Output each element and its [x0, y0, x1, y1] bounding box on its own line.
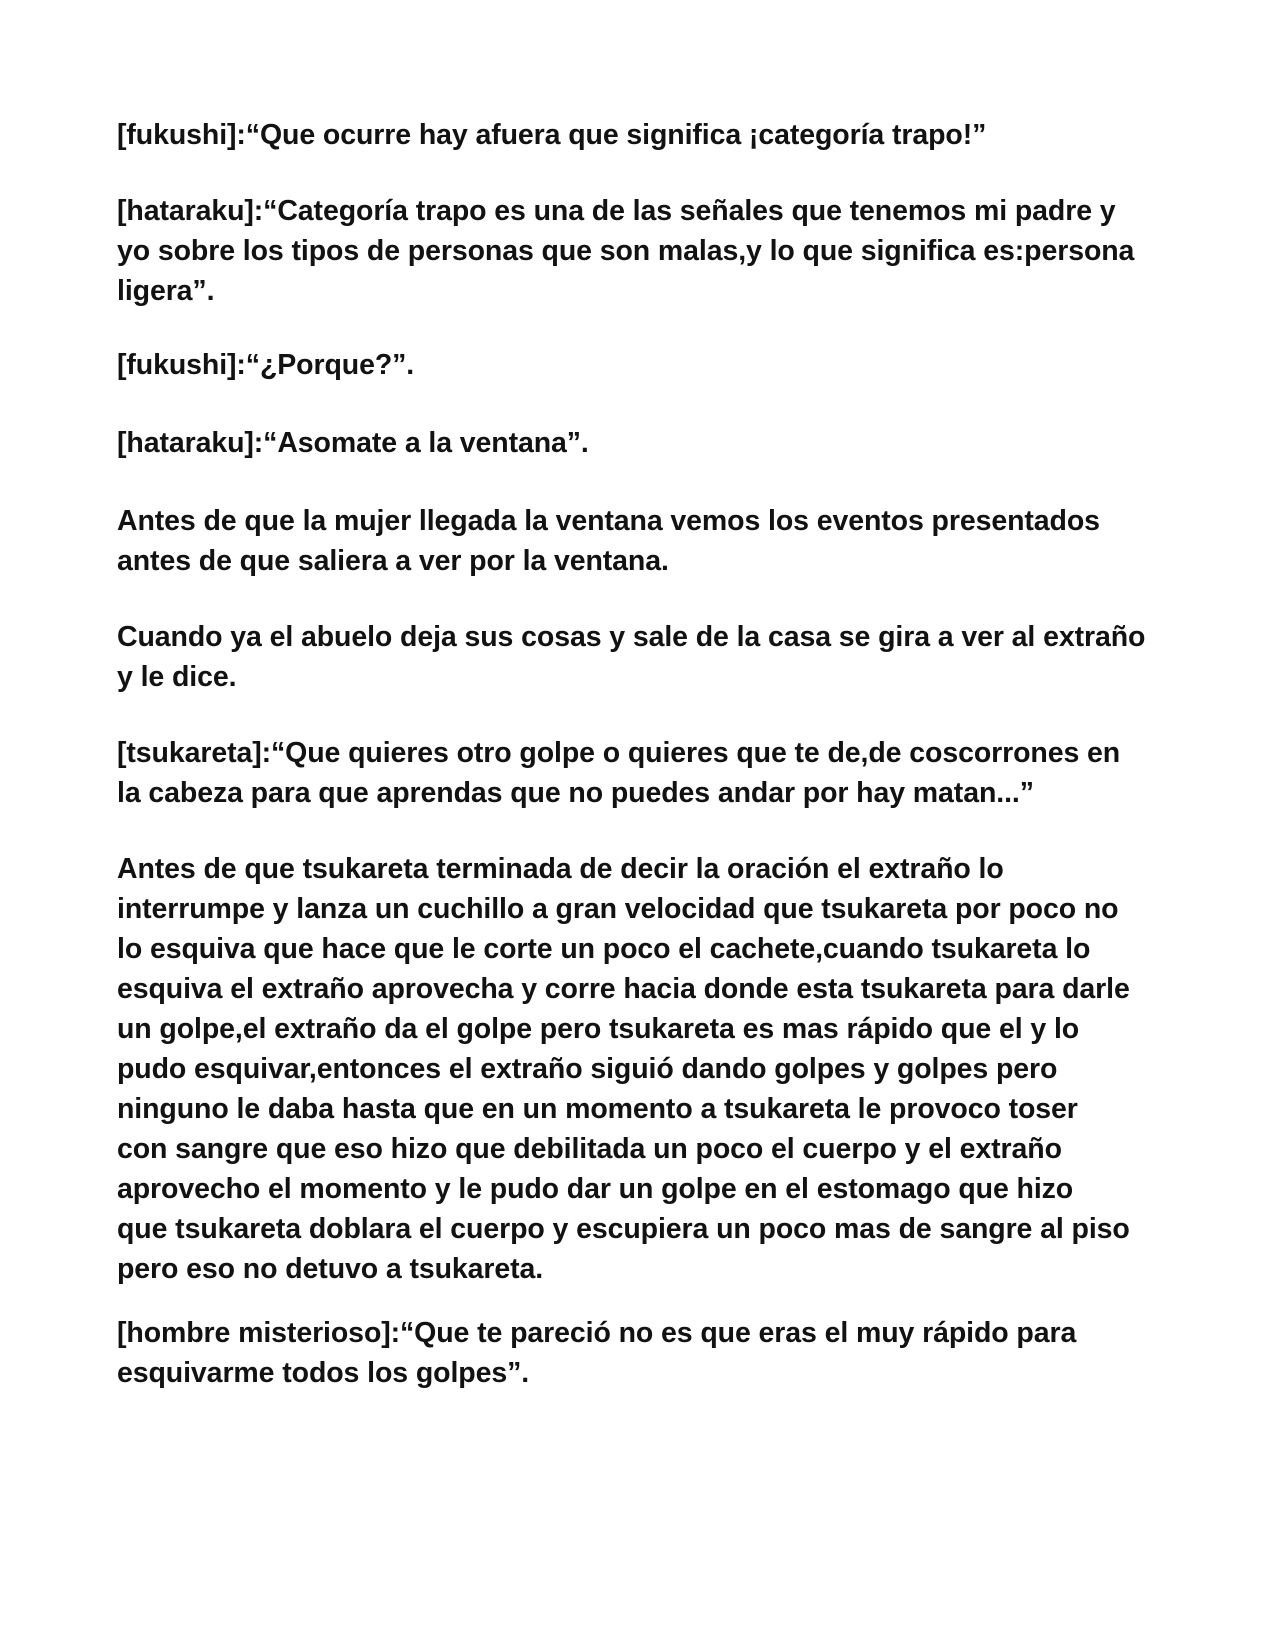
- text-line: pudo esquivar,entonces el extraño siguió dando golpes y golpes pero: [117, 1053, 1058, 1085]
- narration-paragraph-1: [117, 501, 1177, 581]
- narration-paragraph-2: [117, 617, 1177, 697]
- text-line: ligera”.: [117, 275, 215, 307]
- dialogue-hataraku-1: [117, 191, 1177, 311]
- text-line: lo esquiva que hace que le corte un poco el cachete,cuando tsukareta lo: [117, 933, 1091, 965]
- text-line: la cabeza para que aprendas que no puedes andar por hay matan...”: [117, 777, 1034, 809]
- dialogue-fukushi-2: [117, 345, 1177, 385]
- dialogue-fukushi-1: [117, 115, 1177, 155]
- text-line: pero eso no detuvo a tsukareta.: [117, 1253, 544, 1285]
- text-line: antes de que saliera a ver por la ventana.: [117, 545, 669, 577]
- text-line: Antes de que tsukareta terminada de decir la oración el extraño lo: [117, 853, 1004, 885]
- text-line: esquiva el extraño aprovecha y corre hacia donde esta tsukareta para darle: [117, 973, 1130, 1005]
- text-line: un golpe,el extraño da el golpe pero tsukareta es mas rápido que el y lo: [117, 1013, 1080, 1045]
- text-line: Antes de que la mujer llegada la ventana vemos los eventos presentados: [117, 505, 1100, 537]
- text-line: [hataraku]:“Categoría trapo es una de las señales que tenemos mi padre y: [117, 195, 1116, 227]
- text-line: [fukushi]:“Que ocurre hay afuera que significa ¡categoría trapo!”: [117, 119, 987, 151]
- text-line: que tsukareta doblara el cuerpo y escupiera un poco mas de sangre al piso: [117, 1213, 1130, 1245]
- text-line: ninguno le daba hasta que en un momento a tsukareta le provoco toser: [117, 1093, 1078, 1125]
- text-line: [tsukareta]:“Que quieres otro golpe o quieres que te de,de coscorrones en: [117, 737, 1121, 769]
- text-line: esquivarme todos los golpes”.: [117, 1357, 530, 1389]
- text-line: y le dice.: [117, 661, 237, 693]
- dialogue-hombre-misterioso: [117, 1313, 1177, 1393]
- text-line: Cuando ya el abuelo deja sus cosas y sale de la casa se gira a ver al extraño: [117, 621, 1146, 653]
- text-line: con sangre que eso hizo que debilitada un poco el cuerpo y el extraño: [117, 1133, 1062, 1165]
- narration-paragraph-3: [117, 849, 1177, 1289]
- text-line: [fukushi]:“¿Porque?”.: [117, 349, 415, 381]
- dialogue-tsukareta: [117, 733, 1177, 813]
- dialogue-hataraku-2: [117, 423, 1177, 463]
- text-line: [hombre misterioso]:“Que te pareció no es que eras el muy rápido para: [117, 1317, 1077, 1349]
- text-line: [hataraku]:“Asomate a la ventana”.: [117, 427, 589, 459]
- text-line: interrumpe y lanza un cuchillo a gran velocidad que tsukareta por poco no: [117, 893, 1119, 925]
- text-line: yo sobre los tipos de personas que son malas,y lo que significa es:persona: [117, 235, 1135, 267]
- text-line: aprovecho el momento y le pudo dar un golpe en el estomago que hizo: [117, 1173, 1074, 1205]
